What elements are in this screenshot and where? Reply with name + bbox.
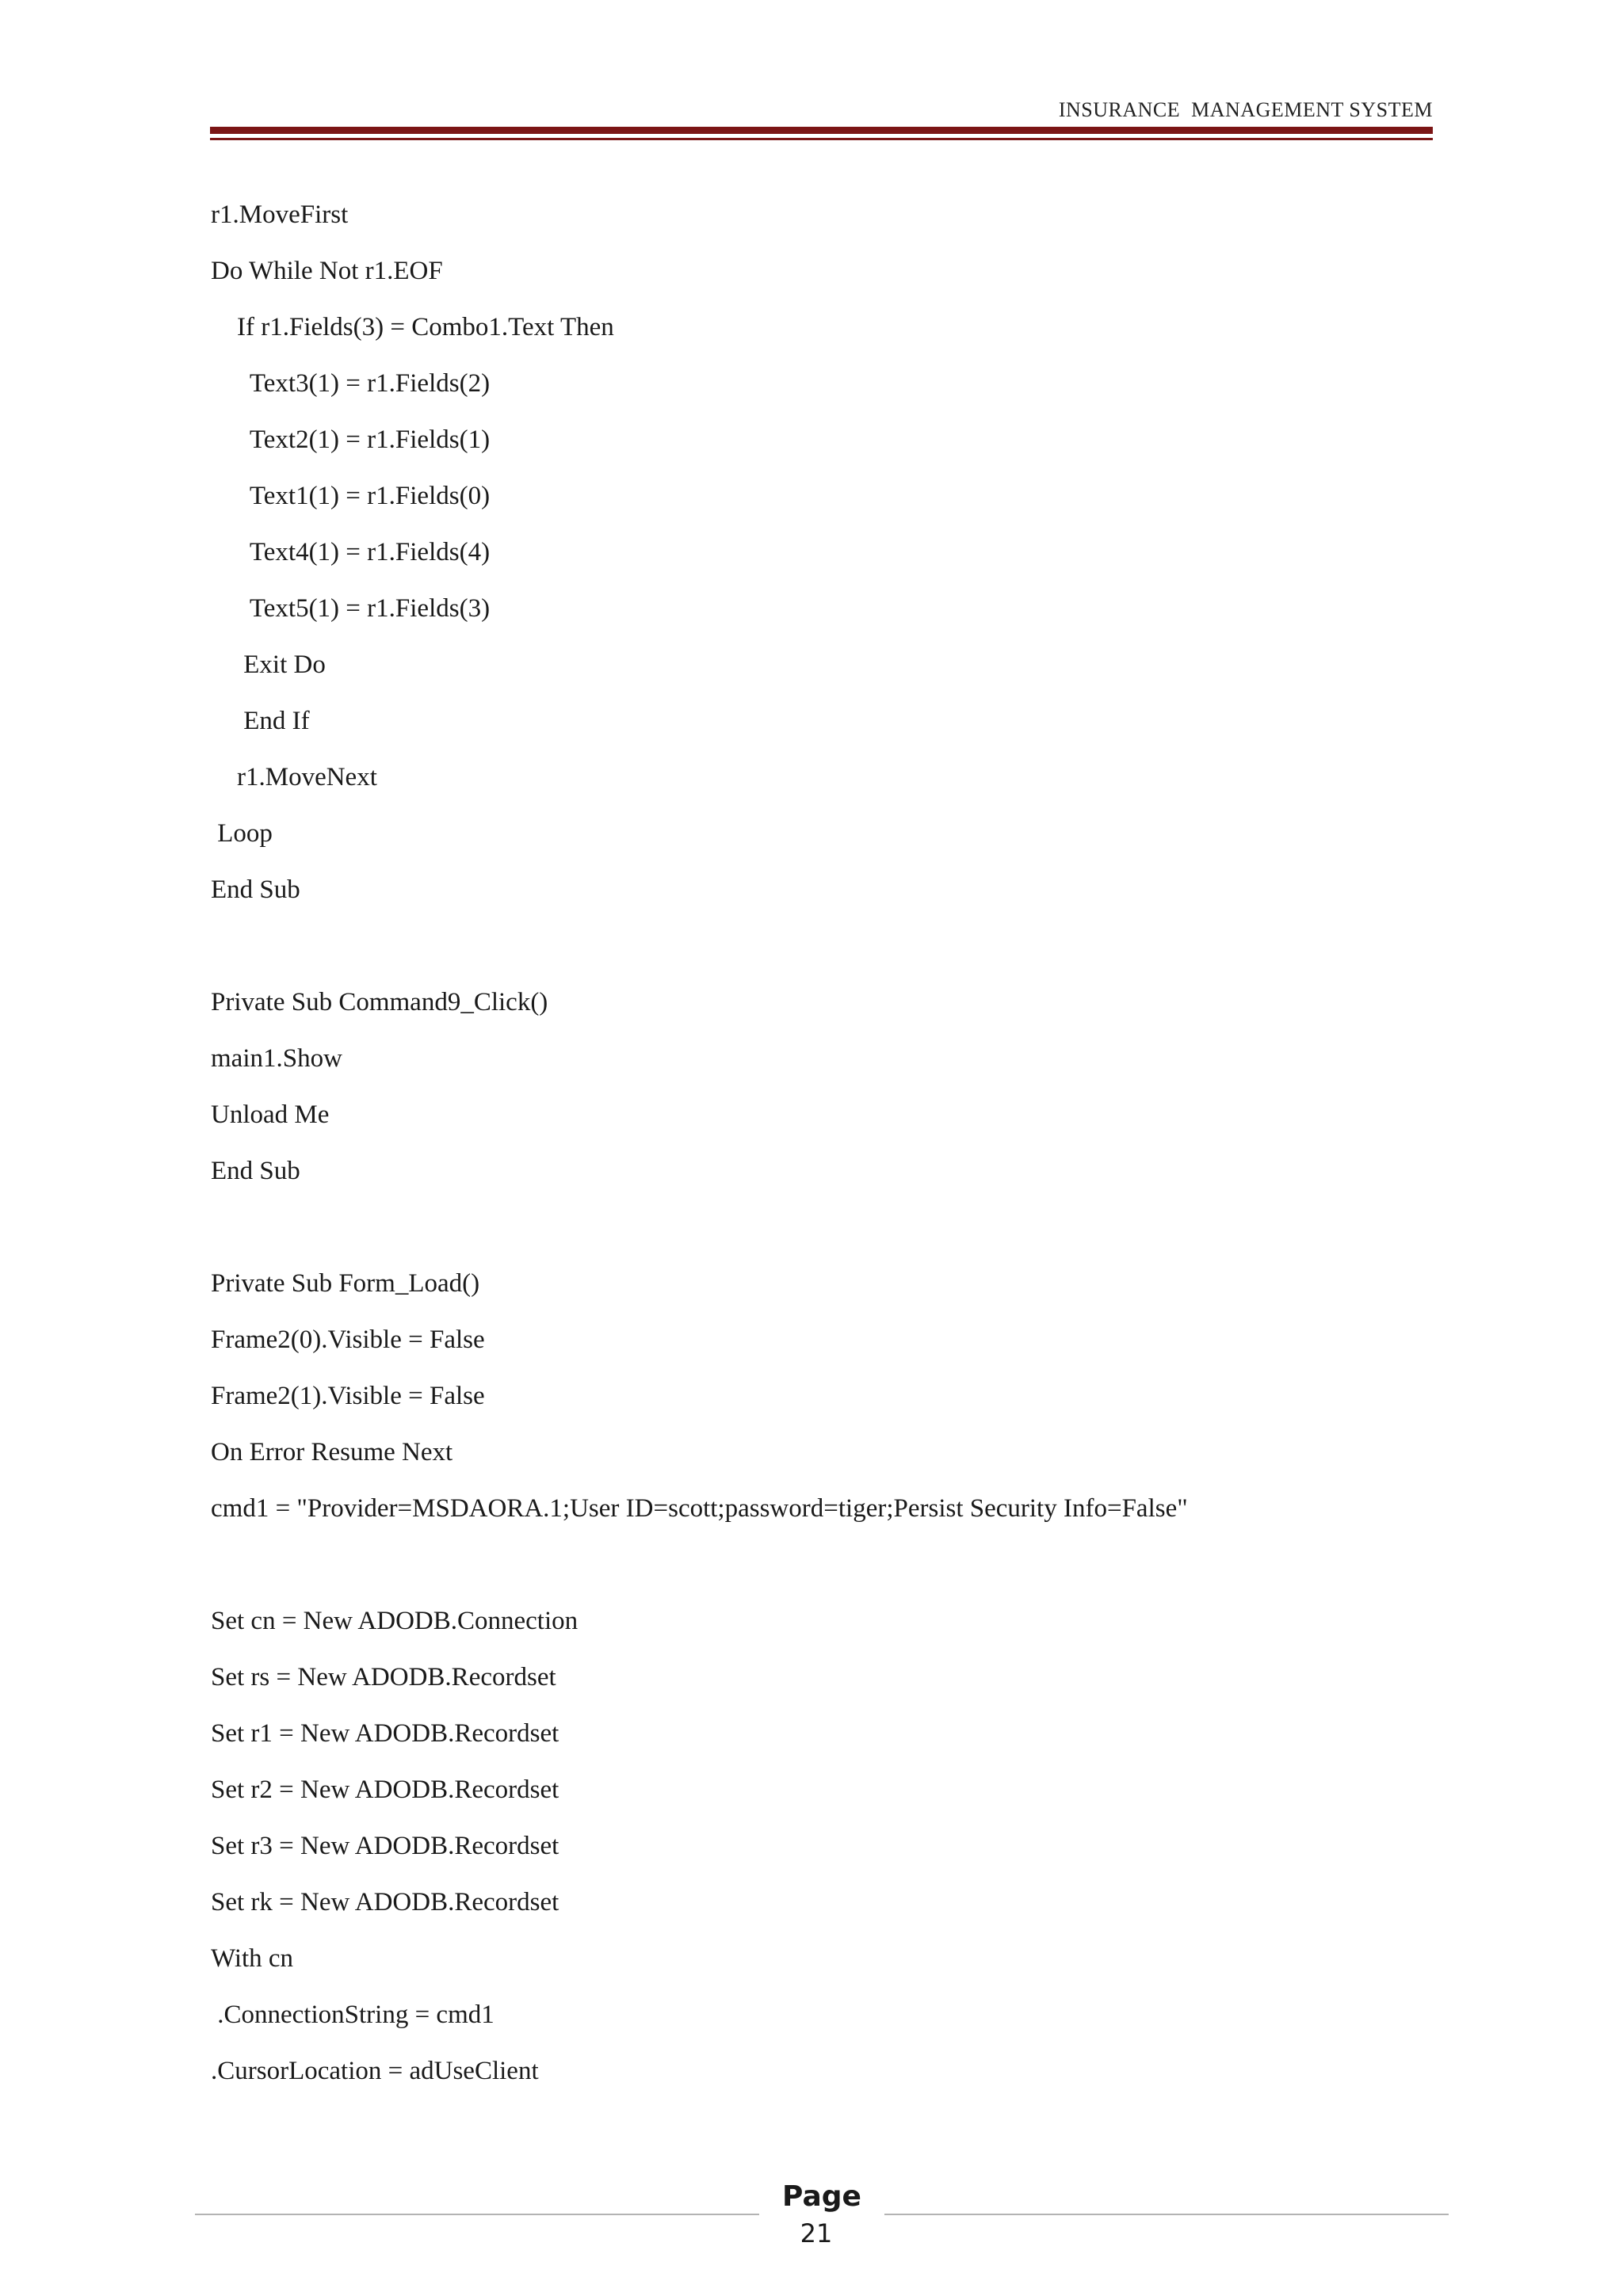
code-line: On Error Resume Next [211,1438,453,1466]
code-line: Set r1 = New ADODB.Recordset [211,1719,559,1748]
code-line: cmd1 = "Provider=MSDAORA.1;User ID=scott;password=tiger;Persist Security Info=False" [211,1494,1188,1523]
code-line: Text5(1) = r1.Fields(3) [211,594,491,623]
code-line: Unload Me [211,1100,330,1129]
code-line: Text4(1) = r1.Fields(4) [211,538,491,566]
code-line: End Sub [211,875,300,904]
header-rule-thick [210,127,1433,134]
code-line [211,1545,1415,1601]
code-line: Set rk = New ADODB.Recordset [211,1888,559,1917]
code-listing [211,195,1415,2107]
code-line: Text2(1) = r1.Fields(1) [211,425,491,454]
footer-rule-right [884,2214,1449,2215]
footer-page-number: 21 [800,2218,833,2248]
code-line: Set cn = New ADODB.Connection [211,1607,579,1635]
code-line: r1.MoveNext [211,763,377,791]
code-line: .CursorLocation = adUseClient [211,2057,539,2085]
header-rule-thin [210,138,1433,140]
code-line: End Sub [211,1157,300,1185]
code-line: Private Sub Command9_Click() [211,988,548,1016]
code-line: Do While Not r1.EOF [211,257,443,285]
code-line: Set r2 = New ADODB.Recordset [211,1775,559,1804]
code-line: If r1.Fields(3) = Combo1.Text Then [211,313,614,341]
code-line: main1.Show [211,1044,342,1073]
code-line: Set r3 = New ADODB.Recordset [211,1832,559,1860]
code-line: With cn [211,1944,294,1973]
code-line: Text1(1) = r1.Fields(0) [211,482,491,510]
code-line: Loop [211,819,273,848]
code-line: r1.MoveFirst [211,200,349,229]
code-line: Frame2(1).Visible = False [211,1382,485,1410]
footer-page-label: Page [782,2180,861,2213]
code-line: Text3(1) = r1.Fields(2) [211,369,491,398]
code-line: Set rs = New ADODB.Recordset [211,1663,556,1691]
code-line [211,926,1415,982]
code-line: Private Sub Form_Load() [211,1269,480,1298]
code-line: End If [211,707,310,735]
footer-rule-left [195,2214,759,2215]
header-title: INSURANCE MANAGEMENT SYSTEM [1058,98,1433,121]
code-line: .ConnectionString = cmd1 [211,2000,495,2029]
code-line: Exit Do [211,650,326,679]
code-line [211,1207,1415,1264]
code-line: Frame2(0).Visible = False [211,1325,485,1354]
